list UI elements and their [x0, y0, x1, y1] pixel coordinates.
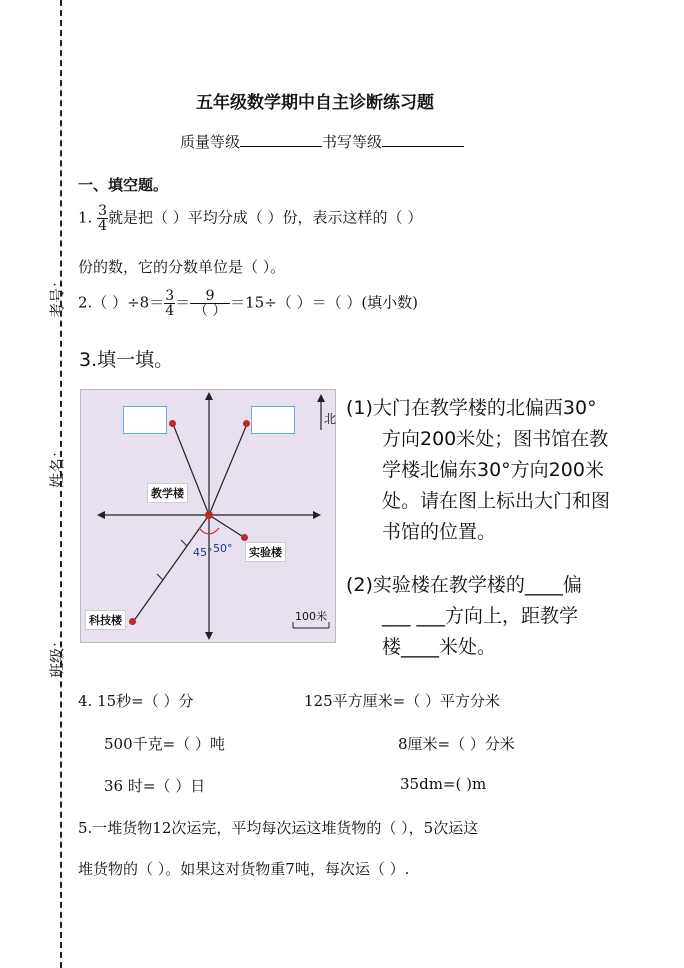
q2-fraction-1-numerator: 3: [165, 288, 175, 304]
q4-item-mass: 500千克=（ ）吨: [104, 735, 225, 753]
writing-grade-blank[interactable]: [382, 146, 464, 147]
q4-item-time: 36 时=（ ）日: [104, 777, 206, 795]
exam-number-label: 考号：: [48, 272, 67, 319]
page-title: 五年级数学期中自主诊断练习题: [196, 93, 434, 113]
lab-building-point: [241, 534, 248, 541]
teaching-building-point: [205, 511, 213, 519]
section-fill-blank-heading: 一、填空题。: [78, 176, 169, 194]
library-point: [243, 420, 250, 427]
gate-answer-box[interactable]: [123, 406, 167, 434]
library-answer-box[interactable]: [251, 406, 295, 434]
q1-text-line1: 就是把（ ）平均分成（ ）份，表示这样的（ ）: [108, 208, 423, 227]
quality-grade-blank[interactable]: [240, 146, 322, 147]
angle-50-label: 50°: [213, 542, 233, 555]
q5-line2: 堆货物的（ ）。如果这对货物重7吨，每次运（ ）.: [78, 860, 410, 878]
q3-part2: [346, 570, 582, 663]
q2-fraction-2-denominator: （ ）: [193, 303, 227, 319]
q2-fraction-1-denominator: 4: [165, 303, 175, 319]
q2-prefix: 2.（ ）÷8＝: [78, 293, 165, 312]
q3-heading: 3.填一填。: [79, 349, 174, 371]
q4-item-length: 8厘米=（ ）分米: [398, 735, 515, 753]
q3-part2-line1: (2)实验楼在教学楼的____偏: [346, 574, 582, 596]
q2-fraction-2: [190, 289, 230, 318]
writing-grade-label: 书写等级: [322, 133, 383, 151]
q4-item-seconds: 4. 15秒=（ ）分: [78, 692, 194, 710]
class-label: 班级：: [48, 632, 67, 679]
teaching-building-label: 教学楼: [147, 483, 188, 503]
q1-fraction: [97, 204, 108, 233]
gate-point: [169, 420, 176, 427]
q1-text-line2: 份的数，它的分数单位是（ ）。: [78, 258, 286, 276]
quality-grade-label: 质量等级: [180, 133, 241, 151]
q1-fraction-numerator: 3: [98, 203, 108, 219]
q3-part1: [346, 393, 610, 548]
grade-line: [180, 131, 464, 152]
tech-building-point: [129, 618, 136, 625]
angle-45-label: 45°: [193, 546, 213, 559]
q3-part1-line: 处。请在图上标出大门和图: [382, 490, 611, 512]
north-label: 北: [324, 412, 337, 426]
q4-item-dm: 35dm=( )m: [400, 775, 487, 793]
q3-part1-line: 方向200米处；图书馆在教: [382, 428, 609, 450]
direction-diagram: [80, 389, 336, 643]
q3-part1-line: 书馆的位置。: [382, 521, 497, 543]
q3-part2-line2: ___ ___方向上，距教学: [382, 605, 579, 627]
q2-equals: ＝: [175, 293, 191, 312]
question-2: [78, 289, 418, 318]
q4-item-area: 125平方厘米=（ ）平方分米: [304, 692, 500, 710]
q3-part2-line3: 楼____米处。: [382, 636, 497, 658]
q1-number: 1.: [78, 208, 93, 227]
scale-label: 100米: [295, 610, 327, 623]
q3-part1-line: 学楼北偏东30°方向200米: [382, 459, 604, 481]
name-label: 姓名：: [48, 442, 67, 489]
q2-suffix: ＝15÷（ ）＝（ ）(填小数): [230, 293, 419, 312]
q1-fraction-denominator: 4: [98, 218, 108, 234]
q2-fraction-2-numerator: 9: [190, 289, 230, 304]
q5-line1: 5.一堆货物12次运完，平均每次运这堆货物的（ ），5次运这: [78, 819, 479, 837]
q3-part1-line: (1)大门在教学楼的北偏西30°: [346, 397, 597, 419]
tech-building-label: 科技楼: [85, 610, 126, 630]
q2-fraction-1: [164, 289, 175, 318]
question-1: [78, 204, 422, 233]
lab-building-label: 实验楼: [245, 542, 286, 562]
